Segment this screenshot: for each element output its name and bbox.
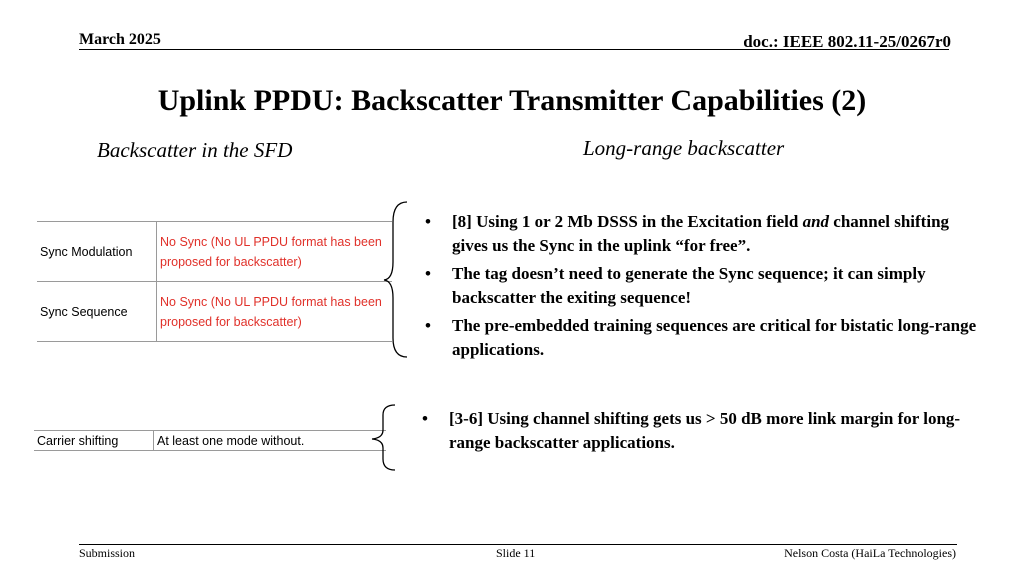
bullet-text-post: channel shifting gives us the Sync in the uplink “for free”. <box>452 212 950 255</box>
curly-brace-1 <box>383 200 413 360</box>
bullet-text-em: and <box>802 212 830 231</box>
sync-capabilities-table <box>37 221 392 342</box>
bullet-text: The pre-embedded training sequences are critical for bistatic long-range applications. <box>452 316 977 359</box>
footer-slide-number: Slide 11 <box>496 546 536 560</box>
row-label: Carrier shifting <box>34 431 154 451</box>
subtitle-right: Long-range backscatter <box>583 136 785 160</box>
subtitle-left: Backscatter in the SFD <box>97 138 293 162</box>
bullet-text: The tag doesn’t need to generate the Sync sequence; it can simply backscatter the exiting sequence! <box>452 264 926 307</box>
header-divider <box>79 49 949 50</box>
header-date: March 2025 <box>79 31 161 48</box>
bullet-text-pre: [8] Using 1 or 2 Mb DSSS in the Excitation field <box>452 212 803 231</box>
bullet-item <box>425 314 985 361</box>
bullet-dot: • <box>425 264 431 283</box>
bullet-text: [3-6] Using channel shifting gets us > 50 dB more link margin for long-range backscatter applications. <box>449 409 961 452</box>
footer-author: Nelson Costa (HaiLa Technologies) <box>784 546 956 560</box>
table-row <box>34 431 386 451</box>
carrier-shifting-table <box>34 430 386 451</box>
bullet-dot: • <box>425 212 431 231</box>
row-label: Sync Modulation <box>37 222 157 282</box>
footer-divider <box>79 544 957 545</box>
row-value: At least one mode without. <box>154 431 387 451</box>
row-label: Sync Sequence <box>37 282 157 342</box>
table-row <box>37 282 392 342</box>
slide-title: Uplink PPDU: Backscatter Transmitter Capabilities (2) <box>157 84 867 117</box>
bullet-list-long-range <box>422 407 992 459</box>
header-doc-id: doc.: IEEE 802.11-25/0267r0 <box>743 32 951 51</box>
bullet-item <box>422 407 992 454</box>
row-value: No Sync (No UL PPDU format has been proposed for backscatter) <box>157 282 393 342</box>
table-row <box>37 222 392 282</box>
bullet-list-sfd <box>425 210 985 366</box>
bullet-dot: • <box>425 316 431 335</box>
row-value: No Sync (No UL PPDU format has been proposed for backscatter) <box>157 222 393 282</box>
bullet-dot: • <box>422 409 428 428</box>
curly-brace-2 <box>371 403 401 473</box>
bullet-item <box>425 210 985 257</box>
bullet-item <box>425 262 985 309</box>
footer-submission: Submission <box>79 546 136 560</box>
